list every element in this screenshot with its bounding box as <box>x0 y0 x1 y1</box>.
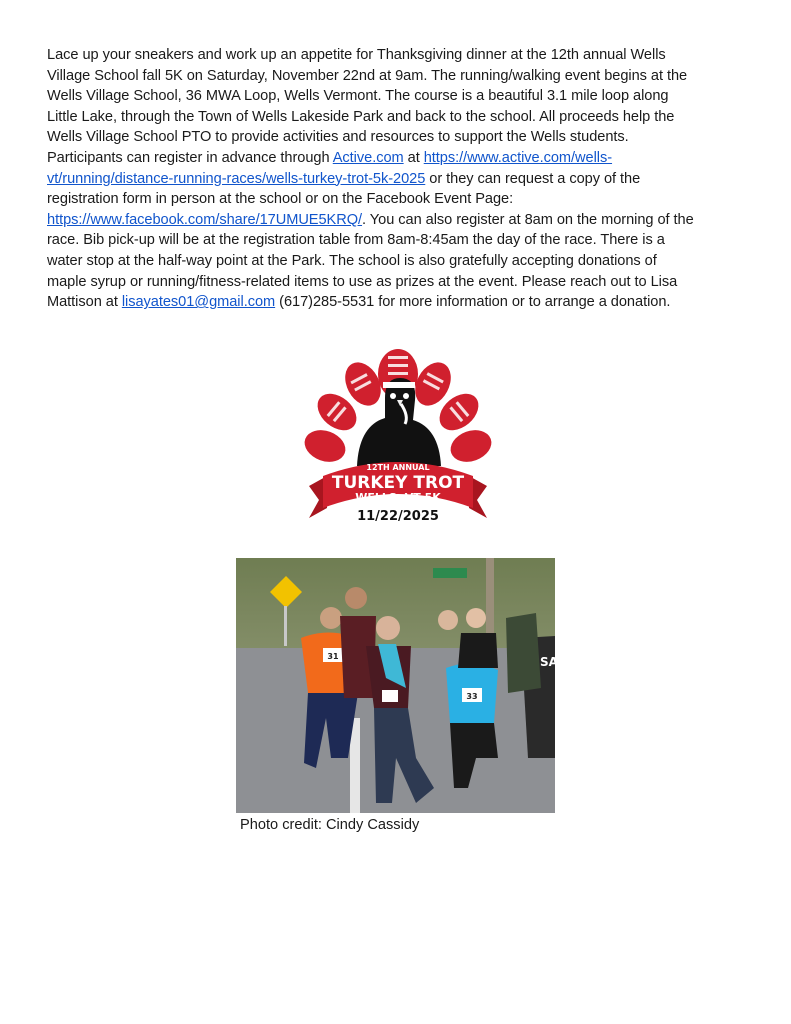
photo-credit: Photo credit: Cindy Cassidy <box>240 817 420 833</box>
text-segment: Mattison at <box>47 294 122 311</box>
turkey-trot-logo <box>305 348 491 528</box>
text-line <box>47 210 757 231</box>
text-segment: water stop at the half-way point at the Park. The school is also gratefully accepting donations of <box>47 252 657 269</box>
text-segment: race. Bib pick-up will be at the registration table from 8am-8:45am the day of the race. There is a <box>47 232 665 249</box>
text-line <box>47 251 757 272</box>
text-segment: at <box>403 149 424 166</box>
bib-number: 31 <box>327 652 339 661</box>
text-line <box>47 45 757 66</box>
text-line <box>47 230 757 251</box>
logo-top-text: 12TH ANNUAL <box>366 463 430 472</box>
text-segment: or they can request a copy of the <box>425 170 641 187</box>
hyperlink[interactable]: vt/running/distance-running-races/wells-turkey-trot-5k-2025 <box>47 170 426 187</box>
text-line <box>47 189 757 210</box>
text-segment: Wells Village School PTO to provide activities and resources to support the Wells students. <box>47 129 629 146</box>
text-line <box>47 86 757 107</box>
text-line <box>47 66 757 87</box>
text-segment: Wells Village School, 36 MWA Loop, Wells Vermont. The course is a beautiful 3.1 mile loop along <box>47 88 669 105</box>
text-line <box>47 107 757 128</box>
text-line <box>47 272 757 293</box>
hyperlink[interactable]: https://www.active.com/wells- <box>423 149 613 166</box>
hyperlink[interactable]: Active.com <box>332 149 404 166</box>
text-segment: registration form in person at the school or on the Facebook Event Page: <box>47 191 514 208</box>
text-segment: Village School fall 5K on Saturday, November 22nd at 9am. The running/walking event begins at the <box>47 67 688 84</box>
logo-date: 11/22/2025 <box>357 509 439 524</box>
race-photo <box>236 558 558 813</box>
text-segment: maple syrup or running/fitness-related items to use as prizes at the event. Please reach out to Lisa <box>47 273 678 290</box>
event-description <box>47 45 757 313</box>
text-segment: . You can also register at 8am on the morning of the <box>362 211 694 228</box>
logo-subtitle: WELLS, VT 5K <box>355 491 441 504</box>
text-line <box>47 292 757 313</box>
text-line <box>47 148 757 169</box>
bib-number: 33 <box>466 692 478 701</box>
text-segment: Lace up your sneakers and work up an appetite for Thanksgiving dinner at the 12th annual Wells <box>47 47 666 63</box>
text-line <box>47 169 757 190</box>
text-line <box>47 127 757 148</box>
hyperlink[interactable]: https://www.facebook.com/share/17UMUE5KRQ/ <box>47 211 363 228</box>
shirt-text: SA <box>540 655 558 669</box>
text-segment: Little Lake, through the Town of Wells Lakeside Park and back to the school. All proceeds help the <box>47 108 675 125</box>
text-segment: (617)285-5531 for more information or to arrange a donation. <box>275 294 671 311</box>
hyperlink[interactable]: lisayates01@gmail.com <box>121 294 276 311</box>
logo-title: TURKEY TROT <box>331 473 465 493</box>
text-segment: Participants can register in advance through <box>47 149 333 166</box>
